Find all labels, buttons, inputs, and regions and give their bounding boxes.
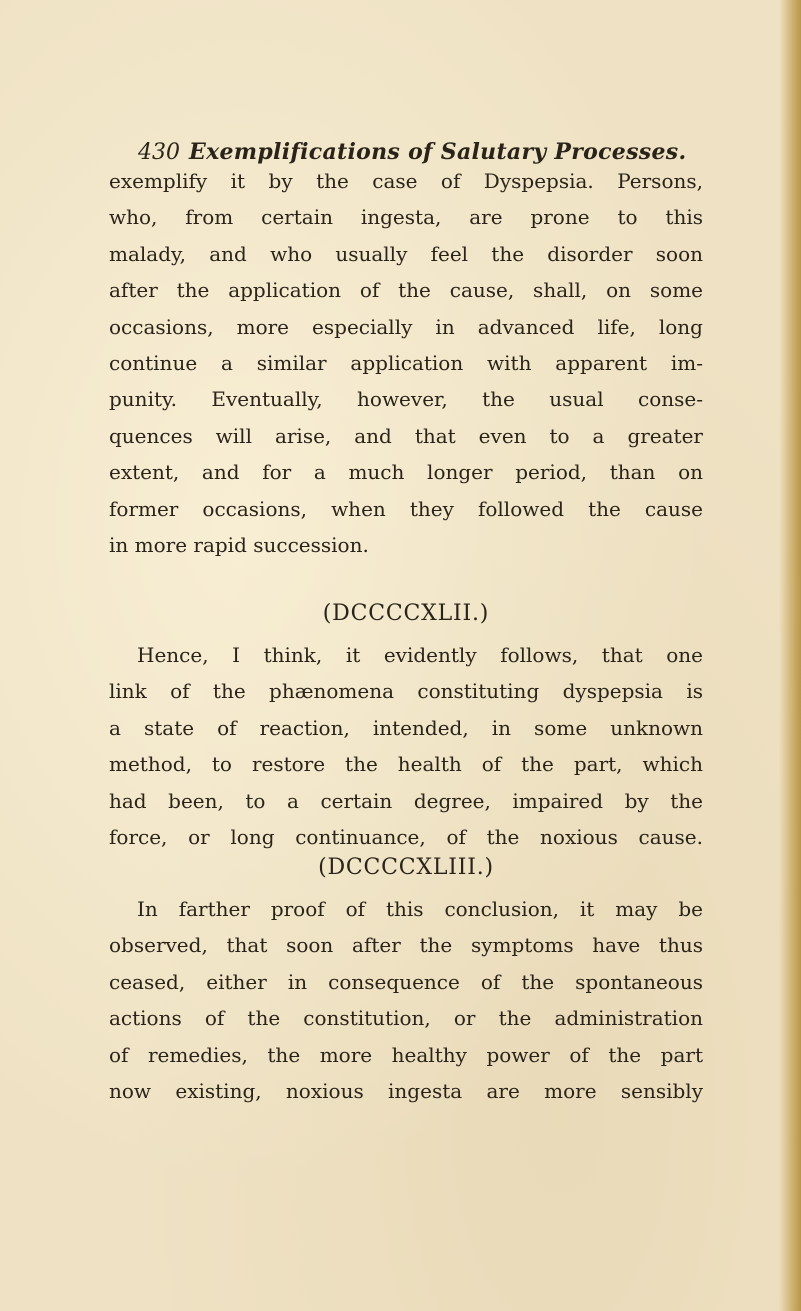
text-line: ceased, either in consequence of the spontaneous xyxy=(109,969,703,994)
text-line: Hence, I think, it evidently follows, that one xyxy=(137,643,703,667)
text-line: In farther proof of this conclusion, it may be xyxy=(137,897,703,921)
text-line: occasions, more especially in advanced life, long xyxy=(109,314,703,339)
text-line: exemplify it by the case of Dyspepsia. Persons, xyxy=(109,169,703,193)
text-line: link of the phænomena constituting dyspepsia is xyxy=(109,679,703,704)
text-line: former occasions, when they followed the cause xyxy=(109,496,703,521)
page-number: 430 xyxy=(138,140,180,165)
page-edge-shadow xyxy=(779,0,801,1311)
text-line: force, or long continuance, of the noxious cause. xyxy=(109,824,703,849)
text-line: of remedies, the more healthy power of the part xyxy=(109,1042,703,1067)
text-line: had been, to a certain degree, impaired by the xyxy=(109,788,703,813)
running-head-title: Exemplifications of Salutary Processes. xyxy=(189,139,687,165)
section-heading: (DCCCCXLII.) xyxy=(322,601,490,626)
paragraph-continuation xyxy=(109,163,703,563)
text-line: punity. Eventually, however, the usual conse- xyxy=(109,387,703,412)
text-line: now existing, noxious ingesta are more sensibly xyxy=(109,1078,703,1103)
text-line: a state of reaction, intended, in some unknown xyxy=(109,715,703,740)
section-heading: (DCCCCXLIII.) xyxy=(318,855,494,880)
text-line: continue a similar application with apparent im- xyxy=(109,350,703,375)
text-line: after the application of the cause, shall, on some xyxy=(109,278,703,303)
text-line: in more rapid succession. xyxy=(109,532,369,557)
text-line: observed, that soon after the symptoms have thus xyxy=(109,933,703,958)
text-line: who, from certain ingesta, are prone to this xyxy=(109,205,703,230)
text-line: actions of the constitution, or the administration xyxy=(109,1006,703,1031)
text-line: method, to restore the health of the part, which xyxy=(109,752,703,777)
text-line: quences will arise, and that even to a greater xyxy=(109,423,703,448)
section-paragraph xyxy=(109,891,703,1109)
text-line: malady, and who usually feel the disorder soon xyxy=(109,241,703,266)
section-paragraph xyxy=(109,637,703,855)
text-line: extent, and for a much longer period, than on xyxy=(109,460,703,485)
